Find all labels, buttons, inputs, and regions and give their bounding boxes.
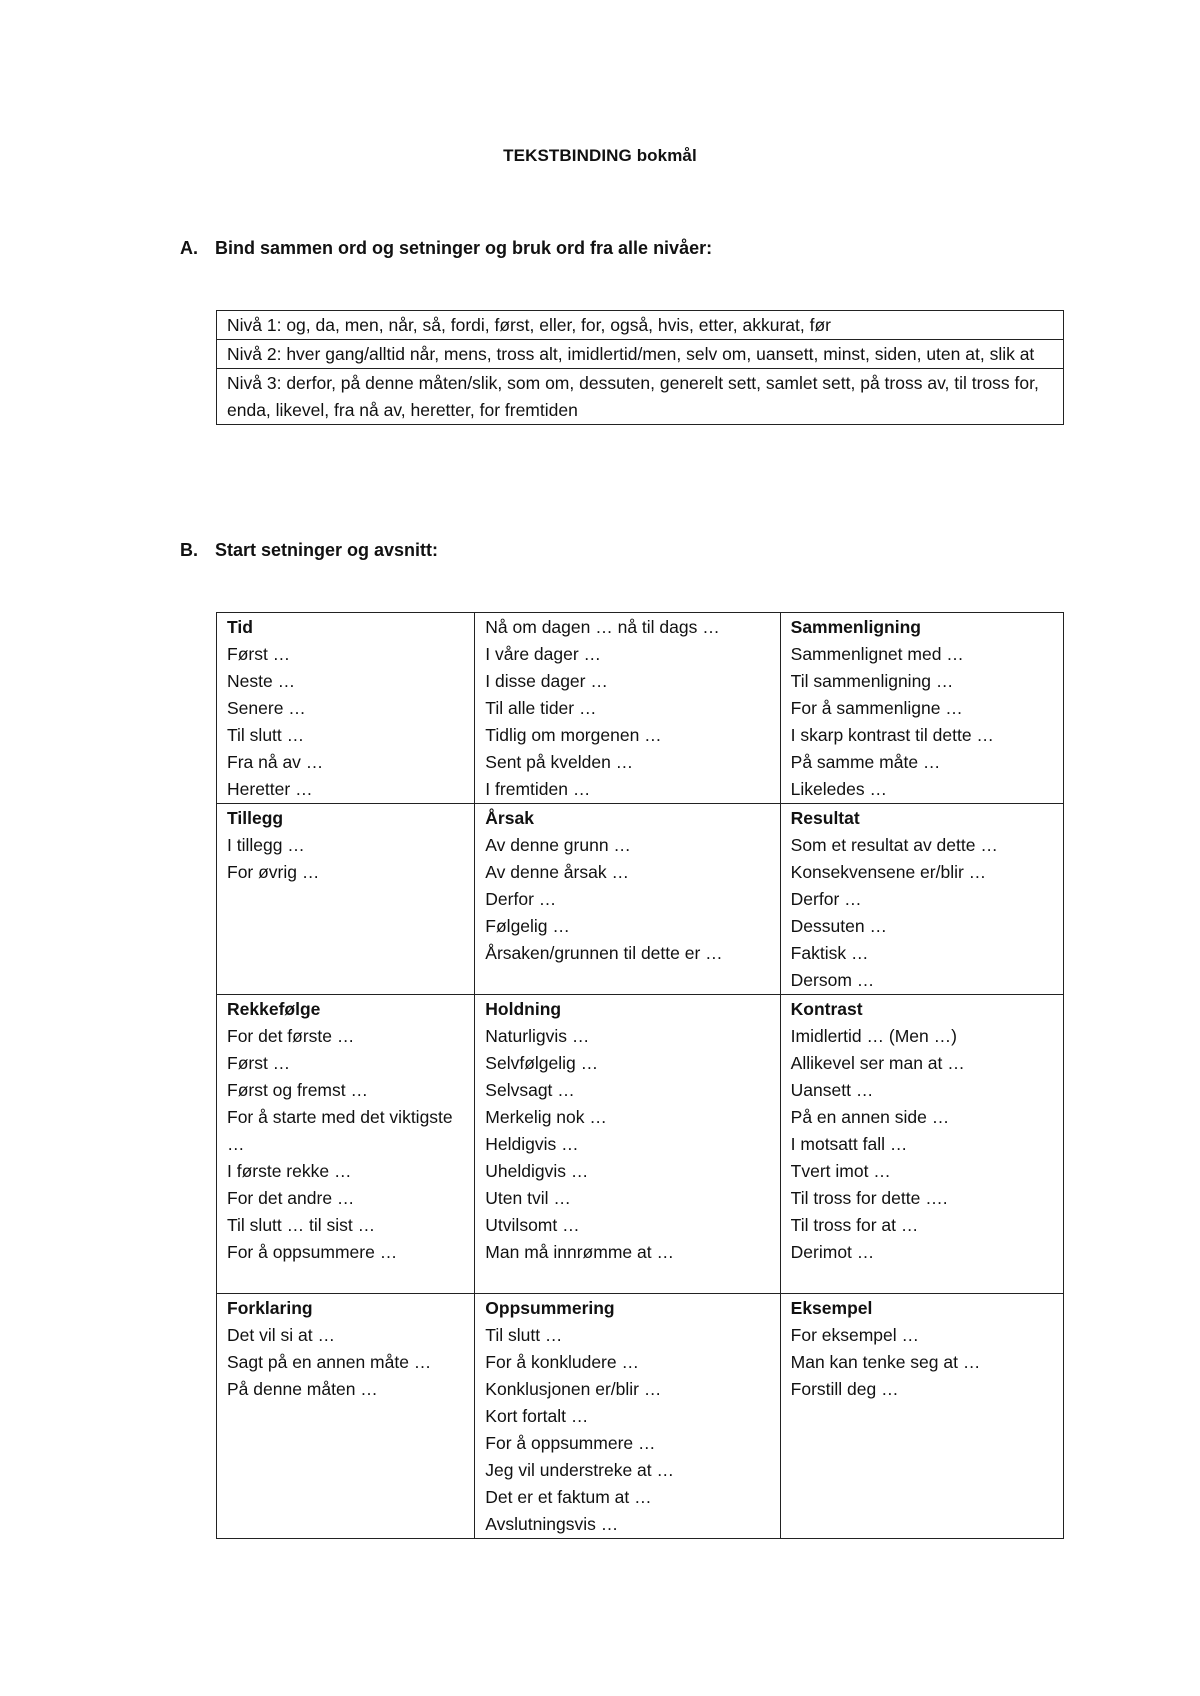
document-title: TEKSTBINDING bokmål — [503, 146, 697, 165]
starter-phrase: Selvsagt … — [485, 1080, 575, 1100]
level-row — [217, 340, 1064, 369]
starter-cell — [475, 995, 780, 1294]
starter-row — [217, 995, 1064, 1294]
starter-phrase: Som et resultat av dette … — [790, 835, 998, 855]
starter-phrase: På denne måten … — [227, 1379, 378, 1399]
starter-row — [217, 804, 1064, 995]
starter-phrase: Jeg vil understreke at … — [485, 1460, 674, 1480]
starter-phrase: Heretter … — [227, 779, 313, 799]
starter-row — [217, 1294, 1064, 1539]
starter-cell — [217, 613, 475, 804]
connector-levels-table — [216, 310, 1064, 425]
starter-phrase: For å konkludere … — [485, 1352, 639, 1372]
starter-phrase: I disse dager … — [485, 671, 608, 691]
starter-phrase: Uheldigvis … — [485, 1161, 589, 1181]
starter-phrase: Allikevel ser man at … — [790, 1053, 965, 1073]
starter-phrase: Kort fortalt … — [485, 1406, 589, 1426]
category-title: Holdning — [485, 999, 562, 1019]
starter-cell — [780, 613, 1063, 804]
starter-phrase: Først og fremst … — [227, 1080, 368, 1100]
starter-phrase: Konklusjonen er/blir … — [485, 1379, 662, 1399]
starter-phrase: Likeledes … — [790, 779, 887, 799]
starter-cell — [217, 1294, 475, 1539]
starter-phrase: Til sammenligning … — [790, 671, 954, 691]
starter-phrase: Merkelig nok … — [485, 1107, 607, 1127]
starter-phrase: Tidlig om morgenen … — [485, 725, 662, 745]
starter-phrase: I første rekke … — [227, 1161, 352, 1181]
starter-phrase: Sagt på en annen måte … — [227, 1352, 432, 1372]
starter-cell — [780, 995, 1063, 1294]
category-title: Tid — [227, 617, 253, 637]
starter-phrase: Til slutt … — [485, 1325, 563, 1345]
starter-phrase: Derfor … — [485, 889, 557, 909]
starter-cell — [475, 1294, 780, 1539]
starter-phrase: Man kan tenke seg at … — [790, 1352, 981, 1372]
category-title: Forklaring — [227, 1298, 313, 1318]
starter-phrase: I våre dager … — [485, 644, 602, 664]
starter-phrase: For å sammenligne … — [790, 698, 963, 718]
starter-phrase: For å starte med det viktigste … — [227, 1107, 453, 1154]
starter-phrase: På en annen side … — [790, 1107, 950, 1127]
starter-phrase: Til slutt … — [227, 725, 305, 745]
starter-phrase: Neste … — [227, 671, 296, 691]
starter-phrase: Fra nå av … — [227, 752, 324, 772]
category-title: Årsak — [485, 808, 534, 828]
level-3-cell: Nivå 3: derfor, på denne måten/slik, som om, dessuten, generelt sett, samlet sett, på tross av, til tross for, enda, likevel, fra nå av, heretter, for fremtiden — [217, 369, 1064, 425]
section-b-letter: B. — [180, 540, 198, 560]
section-a-letter: A. — [180, 238, 198, 258]
section-b-heading — [180, 540, 438, 561]
starter-phrase: Av denne årsak … — [485, 862, 629, 882]
starter-phrase: For eksempel … — [790, 1325, 920, 1345]
sentence-starters-table — [216, 612, 1064, 1539]
starter-phrase: I motsatt fall … — [790, 1134, 908, 1154]
section-b-heading-text: Start setninger og avsnitt: — [215, 540, 439, 560]
starter-phrase: Naturligvis … — [485, 1026, 590, 1046]
starter-phrase: Til tross for at … — [790, 1215, 919, 1235]
starter-phrase: Man må innrømme at … — [485, 1242, 674, 1262]
starter-phrase: For å oppsummere … — [227, 1242, 398, 1262]
starter-phrase: I fremtiden … — [485, 779, 591, 799]
section-a-heading — [180, 238, 712, 259]
starter-phrase: For det andre … — [227, 1188, 355, 1208]
category-title: Resultat — [790, 808, 860, 828]
category-title: Rekkefølge — [227, 999, 321, 1019]
starter-phrase: Følgelig … — [485, 916, 570, 936]
starter-phrase: Utvilsomt … — [485, 1215, 580, 1235]
category-title: Tillegg — [227, 808, 284, 828]
starter-phrase: Det er et faktum at … — [485, 1487, 652, 1507]
starter-phrase: Senere … — [227, 698, 306, 718]
starter-phrase: Til tross for dette …. — [790, 1188, 948, 1208]
category-title: Sammenligning — [790, 617, 921, 637]
level-2-cell: Nivå 2: hver gang/alltid når, mens, tross alt, imidlertid/men, selv om, uansett, minst, siden, uten at, slik at — [217, 340, 1064, 369]
starter-phrase: I tillegg … — [227, 835, 305, 855]
starter-phrase: Selvfølgelig … — [485, 1053, 599, 1073]
starter-row — [217, 613, 1064, 804]
category-title: Kontrast — [790, 999, 863, 1019]
starter-cell — [780, 804, 1063, 995]
starter-phrase: Avslutningsvis … — [485, 1514, 619, 1534]
category-title: Eksempel — [790, 1298, 873, 1318]
starter-phrase: Til slutt … til sist … — [227, 1215, 376, 1235]
starter-phrase: Til alle tider … — [485, 698, 597, 718]
starter-phrase: Først … — [227, 1053, 291, 1073]
starter-phrase: Først … — [227, 644, 291, 664]
starter-phrase: Nå om dagen … nå til dags … — [485, 617, 720, 637]
starter-phrase: Derimot … — [790, 1242, 875, 1262]
starter-phrase: I skarp kontrast til dette … — [790, 725, 994, 745]
starter-cell — [217, 995, 475, 1294]
starter-cell — [475, 804, 780, 995]
starter-phrase: For det første … — [227, 1026, 355, 1046]
starter-phrase: For å oppsummere … — [485, 1433, 656, 1453]
starter-phrase: Årsaken/grunnen til dette er … — [485, 943, 723, 963]
starter-phrase: Sammenlignet med … — [790, 644, 964, 664]
starter-phrase: Dersom … — [790, 970, 875, 990]
starter-phrase: For øvrig … — [227, 862, 320, 882]
starter-cell — [217, 804, 475, 995]
starter-phrase: Derfor … — [790, 889, 862, 909]
starter-phrase: Imidlertid … (Men …) — [790, 1026, 957, 1046]
starter-cell — [780, 1294, 1063, 1539]
starter-phrase: Tvert imot … — [790, 1161, 891, 1181]
level-row — [217, 369, 1064, 425]
category-title: Oppsummering — [485, 1298, 615, 1318]
starter-phrase: Sent på kvelden … — [485, 752, 634, 772]
level-row — [217, 311, 1064, 340]
starter-phrase: Uansett … — [790, 1080, 874, 1100]
starter-phrase: Forstill deg … — [790, 1379, 899, 1399]
starter-phrase: Heldigvis … — [485, 1134, 579, 1154]
starter-phrase: Det vil si at … — [227, 1325, 335, 1345]
starter-phrase: Konsekvensene er/blir … — [790, 862, 987, 882]
starter-phrase: Faktisk … — [790, 943, 869, 963]
starter-phrase: Dessuten … — [790, 916, 887, 936]
section-a-heading-text: Bind sammen ord og setninger og bruk ord fra alle nivåer: — [215, 238, 713, 258]
starter-phrase: Av denne grunn … — [485, 835, 631, 855]
level-1-cell: Nivå 1: og, da, men, når, så, fordi, først, eller, for, også, hvis, etter, akkurat, før — [217, 311, 1064, 340]
starter-phrase: På samme måte … — [790, 752, 941, 772]
starter-cell — [475, 613, 780, 804]
starter-phrase: Uten tvil … — [485, 1188, 571, 1208]
